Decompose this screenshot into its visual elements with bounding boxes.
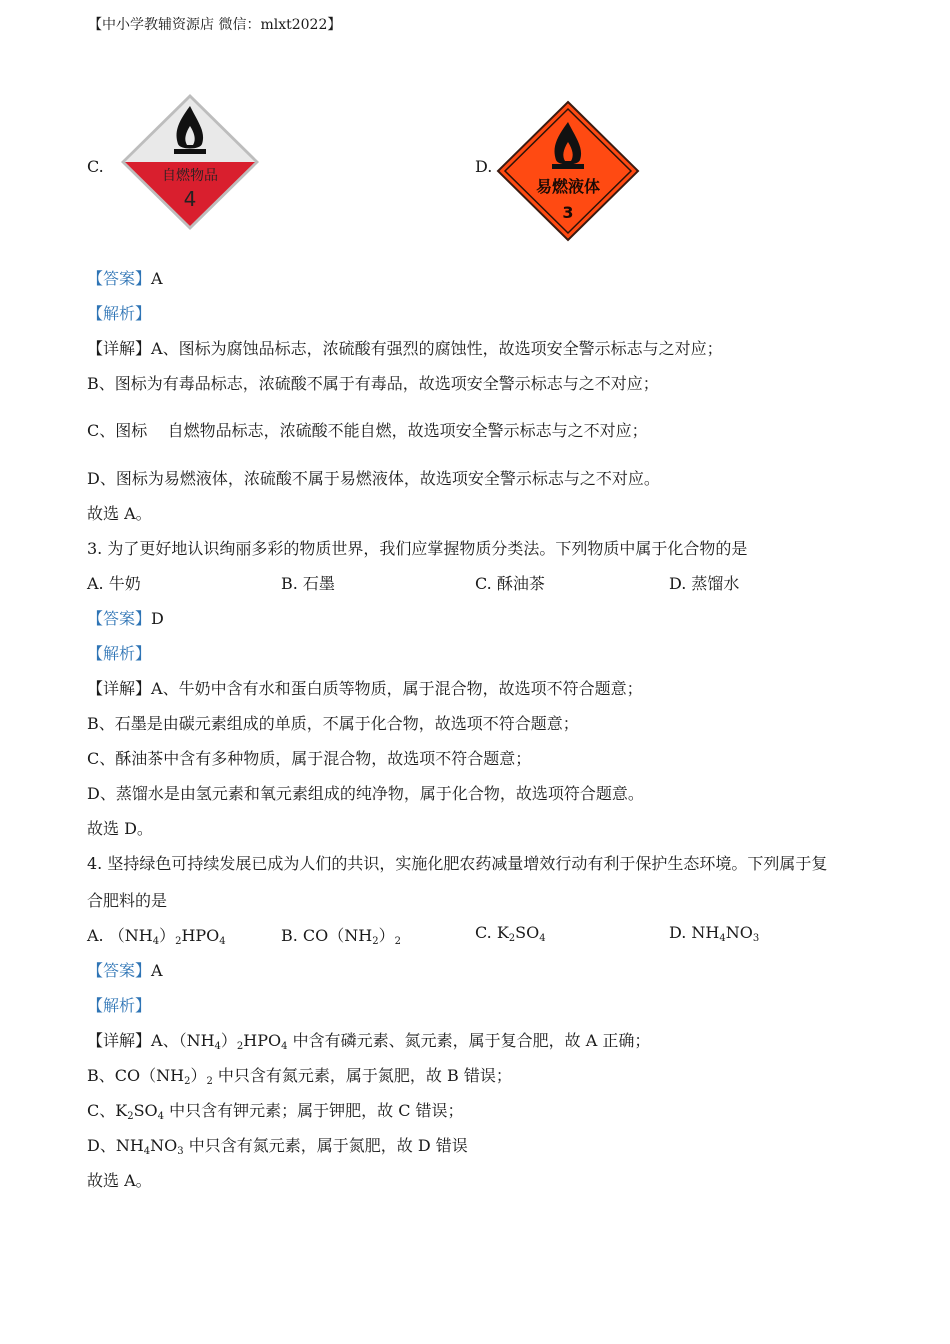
q3-stem: 3. 为了更好地认识绚丽多彩的物质世界，我们应掌握物质分类法。下列物质中属于化合物的是 — [87, 539, 748, 558]
q2-conclusion: 故选 A。 — [87, 504, 152, 523]
q4-answer-line: 【答案】A — [87, 961, 163, 980]
q3-option-c: C. 酥油茶 — [475, 574, 545, 593]
q3-answer-line: 【答案】D — [87, 609, 164, 628]
q3-detail-a: 【详解】A、牛奶中含有水和蛋白质等物质，属于混合物，故选项不符合题意； — [87, 679, 643, 698]
q2-detail-b: B、图标为有毒品标志，浓硫酸不属于有毒品，故选项安全警示标志与之不对应； — [87, 374, 659, 393]
page-header: 【中小学教辅资源店 微信：mlxt2022】 — [88, 17, 342, 33]
q2-detail-d: D、图标为易燃液体，浓硫酸不属于易燃液体，故选项安全警示标志与之不对应。 — [87, 469, 660, 488]
q4-option-d: D. $NH_4NO_3$ — [669, 923, 760, 944]
q4-stem-line1: 4. 坚持绿色可持续发展已成为人们的共识，实施化肥农药减量增效行动有利于保护生态环境。下列属于复 — [87, 854, 828, 873]
spontaneously-combustible-sign — [118, 92, 262, 232]
q4-detail-b: B、$CO(NH_2)_2$ 中只含有氮元素，属于氮肥，故 B 错误； — [87, 1066, 512, 1087]
q3-analysis-tag: 【解析】 — [87, 644, 152, 663]
sign-c-text: 自燃物品 — [162, 168, 218, 184]
q4-detail-d: D、$NH_4NO_3$ 中只含有氮元素，属于氮肥，故 D 错误 — [87, 1136, 468, 1157]
q3-option-d: D. 蒸馏水 — [669, 574, 740, 593]
q3-detail-b: B、石墨是由碳元素组成的单质，不属于化合物，故选项不符合题意； — [87, 714, 579, 733]
q4-option-c: C. $K_2SO_4$ — [475, 923, 546, 944]
q3-detail-c: C、酥油茶中含有多种物质，属于混合物，故选项不符合题意； — [87, 749, 532, 768]
q2-analysis-tag: 【解析】 — [87, 304, 152, 323]
q3-option-a: A. 牛奶 — [87, 574, 141, 593]
sign-d-number: 3 — [562, 203, 574, 222]
q2-detail-a: 【详解】A、图标为腐蚀品标志，浓硫酸有强烈的腐蚀性，故选项安全警示标志与之对应； — [87, 339, 723, 358]
q2-answer-line — [87, 266, 163, 289]
answer-value: A — [151, 269, 163, 288]
q4-stem-line2: 合肥料的是 — [87, 891, 168, 910]
q2-detail-c: C、图标 自燃物品标志，浓硫酸不能自燃，故选项安全警示标志与之不对应； — [87, 421, 648, 440]
sign-d-text: 易燃液体 — [535, 177, 601, 196]
answer-tag: 【答案】 — [87, 269, 152, 288]
q3-conclusion: 故选 D。 — [87, 819, 153, 838]
q3-option-b: B. 石墨 — [281, 574, 335, 593]
q4-detail-a: 【详解】A、$(NH_4)_2HPO_4$ 中含有磷元素、氮元素，属于复合肥，故 A 正确； — [87, 1031, 651, 1052]
option-c-label: C. — [87, 157, 104, 176]
flammable-liquid-sign — [496, 100, 640, 242]
q4-option-a: A. $(NH_4)_2HPO_4$ — [87, 926, 226, 947]
q4-analysis-tag: 【解析】 — [87, 996, 152, 1015]
sign-c-number: 4 — [183, 187, 197, 211]
q4-option-b: B. $CO(NH_2)_2$ — [281, 926, 402, 947]
option-d-label: D. — [475, 157, 493, 176]
q4-conclusion: 故选 A。 — [87, 1171, 152, 1190]
q3-detail-d: D、蒸馏水是由氢元素和氧元素组成的纯净物，属于化合物，故选项符合题意。 — [87, 784, 644, 803]
q4-detail-c: C、$K_2SO_4$ 中只含有钾元素；属于钾肥，故 C 错误； — [87, 1101, 464, 1122]
